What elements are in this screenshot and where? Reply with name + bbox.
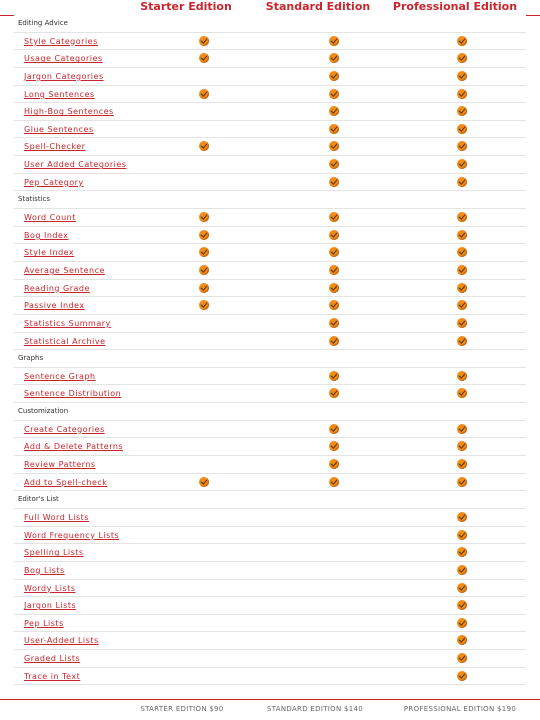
checkmark-icon [457, 388, 467, 398]
checkmark-icon [457, 300, 467, 310]
section-header [14, 191, 526, 209]
feature-row [14, 544, 526, 562]
checkmark-icon [329, 441, 339, 451]
checkmark-icon [329, 71, 339, 81]
checkmark-icon [329, 177, 339, 187]
feature-link[interactable]: High-Bog Sentences [24, 107, 114, 117]
section-header [14, 403, 526, 421]
feature-row [14, 597, 526, 615]
checkmark-icon [457, 583, 467, 593]
checkmark-icon [199, 300, 209, 310]
feature-row [14, 421, 526, 439]
checkmark-icon [329, 424, 339, 434]
feature-link[interactable]: Spelling Lists [24, 548, 84, 558]
section-title: Graphs [18, 354, 44, 363]
feature-row [14, 615, 526, 633]
checkmark-icon [457, 53, 467, 63]
checkmark-icon [329, 141, 339, 151]
feature-row [14, 280, 526, 298]
feature-row [14, 368, 526, 386]
starter-price: STARTER EDITION $90 [140, 705, 224, 713]
checkmark-icon [329, 388, 339, 398]
feature-link[interactable]: Pep Category [24, 177, 84, 187]
feature-link[interactable]: Jargon Lists [24, 601, 77, 611]
feature-link[interactable]: Long Sentences [24, 89, 95, 99]
feature-row [14, 86, 526, 104]
feature-link[interactable]: Trace in Text [24, 671, 81, 681]
section-title: Editing Advice [18, 19, 68, 27]
feature-row [14, 562, 526, 580]
checkmark-icon [457, 671, 467, 681]
checkmark-icon [199, 283, 209, 293]
feature-link[interactable]: Statistics Summary [24, 318, 111, 328]
feature-row [14, 315, 526, 333]
checkmark-icon [329, 230, 339, 240]
checkmark-icon [457, 247, 467, 257]
feature-row [14, 121, 526, 139]
checkmark-icon [199, 265, 209, 275]
checkmark-icon [329, 459, 339, 469]
checkmark-icon [457, 441, 467, 451]
checkmark-icon [329, 124, 339, 134]
checkmark-icon [199, 230, 209, 240]
checkmark-icon [457, 618, 467, 628]
checkmark-icon [457, 230, 467, 240]
checkmark-icon [457, 530, 467, 540]
section-header [14, 491, 526, 509]
price-footer [0, 699, 540, 720]
checkmark-icon [329, 283, 339, 293]
checkmark-icon [457, 318, 467, 328]
feature-link[interactable]: Glue Sentences [24, 124, 94, 134]
checkmark-icon [199, 36, 209, 46]
checkmark-icon [199, 212, 209, 222]
checkmark-icon [329, 318, 339, 328]
feature-link[interactable]: Bog Lists [24, 565, 65, 575]
feature-link[interactable]: Spell-Checker [24, 142, 86, 152]
checkmark-icon [329, 300, 339, 310]
feature-row [14, 68, 526, 86]
checkmark-icon [457, 89, 467, 99]
checkmark-icon [457, 71, 467, 81]
feature-row [14, 244, 526, 262]
feature-row [14, 156, 526, 174]
feature-row [14, 509, 526, 527]
feature-link[interactable]: Statistical Archive [24, 336, 106, 346]
edition-header [0, 0, 540, 16]
feature-link[interactable]: Full Word Lists [24, 512, 89, 522]
feature-link[interactable]: User-Added Lists [24, 636, 99, 646]
feature-link[interactable]: Sentence Graph [24, 371, 96, 381]
checkmark-icon [329, 89, 339, 99]
checkmark-icon [329, 265, 339, 275]
checkmark-icon [457, 141, 467, 151]
checkmark-icon [329, 336, 339, 346]
feature-row [14, 632, 526, 650]
feature-link[interactable]: Jargon Categories [24, 71, 104, 81]
section-title: Editor's List [18, 495, 59, 504]
checkmark-icon [457, 265, 467, 275]
checkmark-icon [457, 336, 467, 346]
feature-link[interactable]: Graded Lists [24, 654, 81, 664]
standard-price: STANDARD EDITION $140 [266, 705, 364, 713]
checkmark-icon [199, 53, 209, 63]
section-header [14, 15, 526, 33]
feature-table [14, 15, 526, 685]
checkmark-icon [457, 459, 467, 469]
feature-row [14, 227, 526, 245]
feature-row [14, 474, 526, 492]
professional-edition-heading: Professional Edition [392, 0, 518, 13]
checkmark-icon [457, 371, 467, 381]
feature-row [14, 297, 526, 315]
section-title: Customization [18, 407, 69, 416]
section-title: Statistics [18, 195, 50, 204]
checkmark-icon [329, 371, 339, 381]
feature-row [14, 668, 526, 686]
feature-row [14, 262, 526, 280]
checkmark-icon [329, 106, 339, 116]
feature-row [14, 438, 526, 456]
feature-link[interactable]: Word Frequency Lists [24, 530, 120, 540]
feature-row [14, 333, 526, 351]
feature-link[interactable]: Sentence Distribution [24, 389, 122, 399]
feature-link[interactable]: Reading Grade [24, 283, 90, 293]
checkmark-icon [457, 477, 467, 487]
feature-link[interactable]: Passive Index [24, 301, 85, 311]
checkmark-icon [329, 53, 339, 63]
feature-link[interactable]: Wordy Lists [24, 583, 76, 593]
checkmark-icon [457, 512, 467, 522]
starter-edition-heading: Starter Edition [140, 0, 232, 13]
feature-row [14, 138, 526, 156]
feature-link[interactable]: Add & Delete Patterns [24, 442, 124, 452]
feature-link[interactable]: Word Count [24, 213, 76, 223]
feature-link[interactable]: Style Index [24, 248, 75, 258]
feature-row [14, 456, 526, 474]
checkmark-icon [199, 247, 209, 257]
checkmark-icon [457, 547, 467, 557]
checkmark-icon [199, 89, 209, 99]
feature-link[interactable]: Create Categories [24, 424, 105, 434]
section-header [14, 350, 526, 368]
feature-link[interactable]: Pep Lists [24, 618, 64, 628]
checkmark-icon [457, 424, 467, 434]
checkmark-icon [457, 653, 467, 663]
feature-link[interactable]: User Added Categories [24, 160, 127, 170]
checkmark-icon [329, 159, 339, 169]
feature-link[interactable]: Style Categories [24, 36, 98, 46]
feature-row [14, 103, 526, 121]
feature-link[interactable]: Usage Categories [24, 54, 103, 64]
professional-price: PROFESSIONAL EDITION $190 [403, 705, 517, 713]
checkmark-icon [199, 477, 209, 487]
feature-link[interactable]: Add to Spell-check [24, 477, 108, 487]
checkmark-icon [329, 247, 339, 257]
checkmark-icon [457, 565, 467, 575]
checkmark-icon [457, 106, 467, 116]
checkmark-icon [457, 36, 467, 46]
feature-row [14, 385, 526, 403]
feature-link[interactable]: Average Sentence [24, 265, 105, 275]
standard-edition-heading: Standard Edition [265, 0, 371, 13]
feature-row [14, 33, 526, 51]
feature-row [14, 209, 526, 227]
checkmark-icon [457, 159, 467, 169]
feature-row [14, 50, 526, 68]
checkmark-icon [457, 600, 467, 610]
checkmark-icon [329, 212, 339, 222]
feature-link[interactable]: Bog Index [24, 230, 69, 240]
checkmark-icon [457, 283, 467, 293]
feature-row [14, 174, 526, 192]
checkmark-icon [199, 141, 209, 151]
checkmark-icon [457, 635, 467, 645]
feature-row [14, 580, 526, 598]
checkmark-icon [457, 124, 467, 134]
checkmark-icon [329, 36, 339, 46]
feature-row [14, 650, 526, 668]
feature-link[interactable]: Review Patterns [24, 460, 96, 470]
checkmark-icon [457, 177, 467, 187]
checkmark-icon [329, 477, 339, 487]
checkmark-icon [457, 212, 467, 222]
feature-row [14, 527, 526, 545]
